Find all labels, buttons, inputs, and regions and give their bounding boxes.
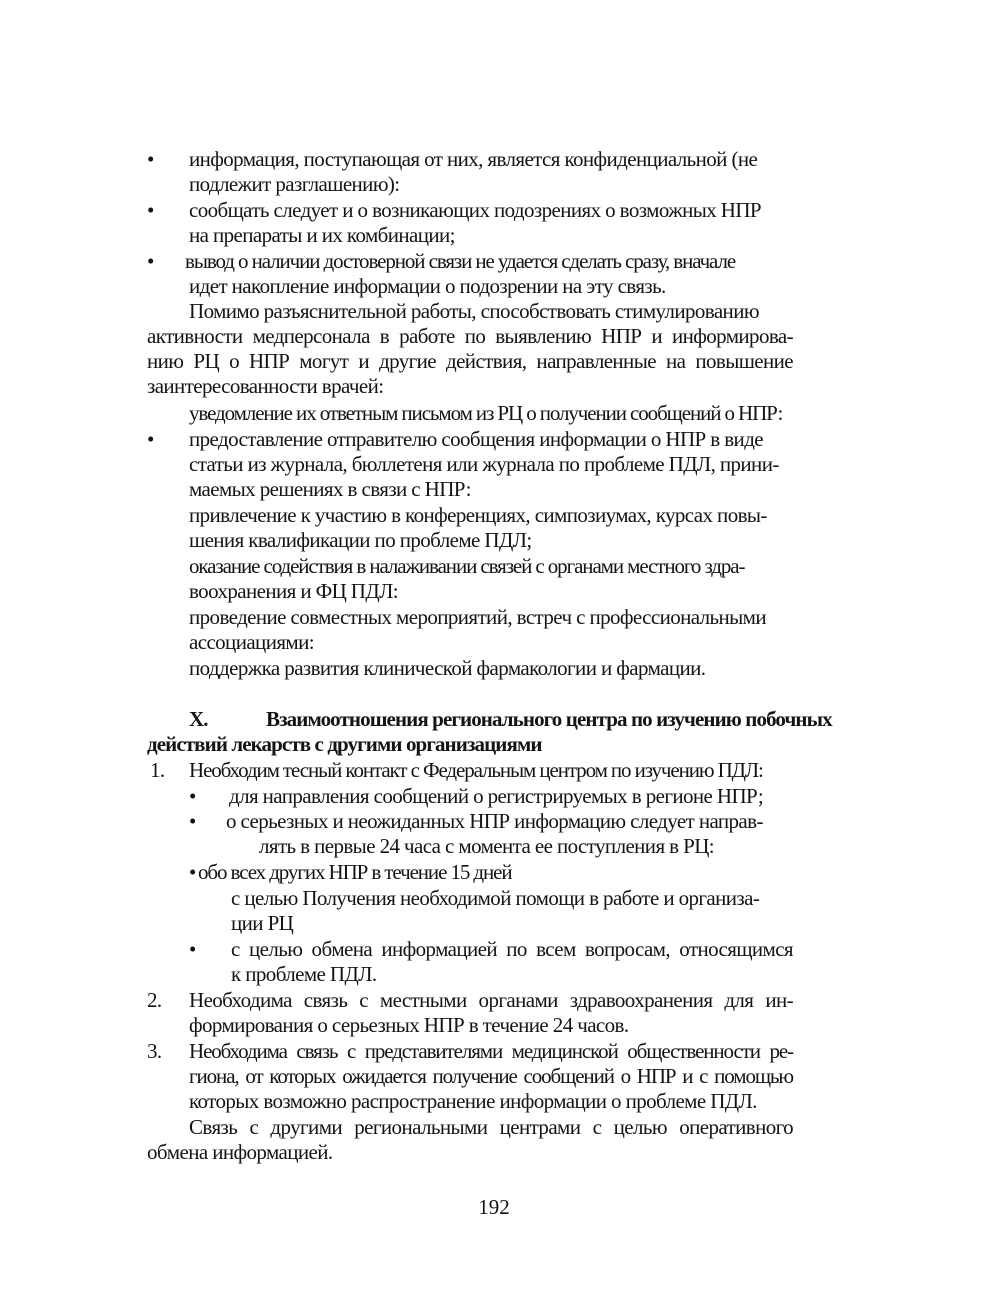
item-1-sub-e-line-2: к проблеме ПДЛ. (231, 962, 377, 986)
action-provide-line-3: маемых решениях в связи с НПР: (189, 477, 471, 501)
bullet-1-line-2: подлежит разглашению): (189, 172, 400, 196)
paragraph-1-line-1: Помимо разъяснительной работы, способствовать стимулированию (189, 299, 759, 323)
bullet-marker: • (189, 809, 196, 833)
section-title-line-1: Взаимоотношения регионального центра по изучению побочных (266, 707, 832, 731)
item-1-sub-b-line-2: лять в первые 24 часа с момента ее поступления в РЦ: (259, 834, 714, 858)
action-involve-line-1: привлечение к участию в конференциях, симпозиумах, курсах повы- (189, 503, 767, 527)
item-3-line-1: Необходима связь с представителями медицинской общественности ре- (189, 1039, 793, 1063)
bullet-3-line-2: идет накопление информации о подозрении на эту связь. (189, 274, 666, 298)
item-1-sub-c: обо всех других НПР в течение 15 дней (198, 860, 512, 884)
action-provide-line-2: статьи из журнала, бюллетеня или журнала по проблеме ПДЛ, прини- (189, 452, 779, 476)
action-events-line-2: ассоциациями: (189, 630, 314, 654)
bullet-2-line-2: на препараты и их комбинации; (189, 223, 455, 247)
section-number: X. (189, 707, 208, 731)
item-1-text: Необходим тесный контакт с Федеральным центром по изучению ПДЛ: (189, 758, 763, 782)
bullet-marker: • (189, 784, 196, 808)
bullet-marker: • (147, 249, 154, 273)
bullet-marker: • (147, 427, 154, 451)
section-title-line-2: действий лекарств с другими организациями (147, 732, 542, 756)
final-paragraph-line-2: обмена информацией. (147, 1140, 333, 1164)
action-assist-line-1: оказание содействия в налаживании связей с органами местного здра- (189, 554, 745, 578)
action-support: поддержка развития клинической фармакологии и фармации. (189, 656, 706, 680)
paragraph-1-line-2: активности медперсонала в работе по выявлению НПР и информирова- (147, 324, 793, 348)
item-3-line-2: гиона, от которых ожидается получение сообщений о НПР и с помощью (189, 1064, 793, 1088)
item-1-sub-b-line-1: о серьезных и неожиданных НПР информацию следует направ- (226, 809, 763, 833)
final-paragraph-line-1: Связь с другими региональными центрами с целью оперативного (189, 1115, 793, 1139)
bullet-marker: • (189, 860, 196, 884)
action-provide-line-1: предоставление отправителю сообщения информации о НПР в виде (189, 427, 763, 451)
paragraph-1-line-4: заинтересованности врачей: (147, 374, 384, 398)
item-1-sub-a: для направления сообщений о регистрируемых в регионе НПР; (229, 784, 764, 808)
item-1-sub-d-line-2: ции РЦ (231, 911, 294, 935)
action-involve-line-2: шения квалификации по проблеме ПДЛ; (189, 528, 532, 552)
item-2-line-1: Необходима связь с местными органами здравоохранения для ин- (189, 988, 793, 1012)
bullet-marker: • (147, 147, 154, 171)
item-2-number: 2. (147, 988, 162, 1012)
item-1-sub-d-line-1: с целью Получения необходимой помощи в работе и организа- (231, 886, 760, 910)
item-3-line-3: которых возможно распространение информации о проблеме ПДЛ. (189, 1089, 757, 1113)
paragraph-1-line-3: нию РЦ о НПР могут и другие действия, направленные на повышение (147, 349, 793, 373)
item-1-sub-e-line-1: с целью обмена информацией по всем вопросам, относящимся (231, 937, 793, 961)
page-number: 192 (478, 1195, 510, 1219)
bullet-marker: • (189, 937, 196, 961)
bullet-2-line-1: сообщать следует и о возникающих подозрениях о возможных НПР (189, 198, 762, 222)
action-notify: уведомление их ответным письмом из РЦ о получении сообщений о НПР: (189, 401, 783, 425)
action-events-line-1: проведение совместных мероприятий, встреч с профессиональными (189, 605, 767, 629)
bullet-1-line-1: информация, поступающая от них, является конфиденциальной (не (189, 147, 758, 171)
item-3-number: 3. (147, 1039, 162, 1063)
item-2-line-2: формирования о серьезных НПР в течение 24 часов. (189, 1013, 629, 1037)
bullet-3-line-1: вывод о наличии достоверной связи не удается сделать сразу, вначале (185, 249, 736, 273)
item-1-number: 1. (150, 758, 165, 782)
bullet-marker: • (147, 198, 154, 222)
action-assist-line-2: воохранения и ФЦ ПДЛ: (189, 579, 398, 603)
